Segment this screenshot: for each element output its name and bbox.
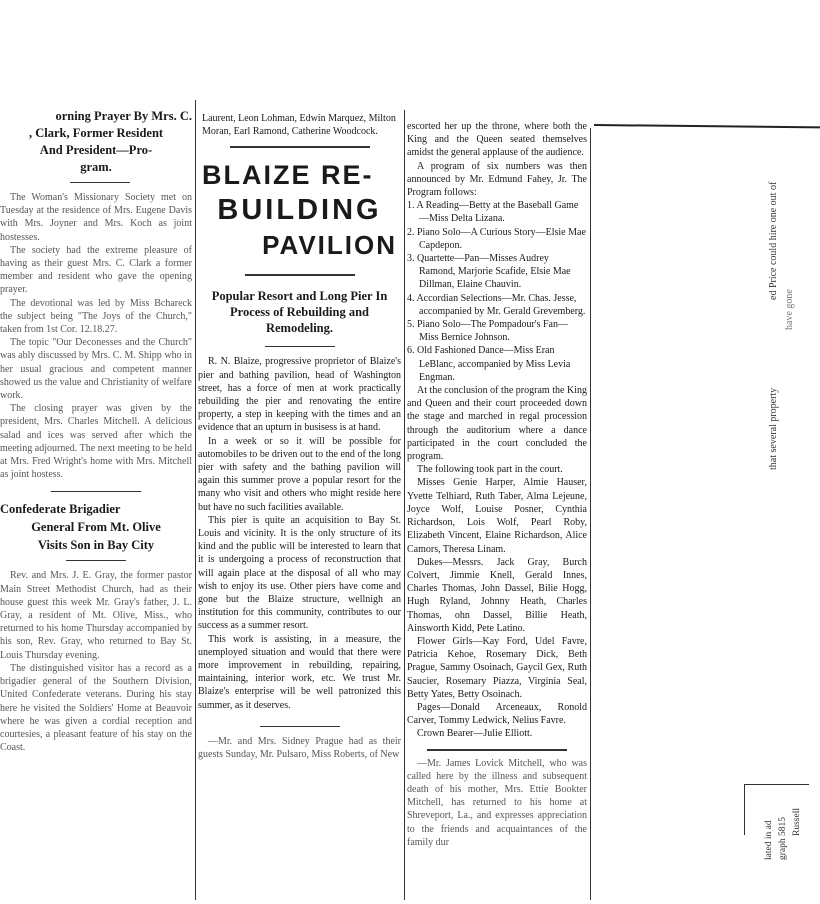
article-paragraph: This work is assisting, in a measure, the unemployed situation and would that there were more improvement in rebuilding, repairing, maintaining, interior work, etc. We trust Mr. Blaize's enterprise will be well patronized this summer, as it deserves. (198, 633, 401, 711)
headline-line: Visits Son in Bay City (37, 538, 155, 553)
divider (51, 491, 141, 492)
article-paragraph: The following took part in the court. (417, 464, 563, 476)
headline-line: BLAIZE RE- (202, 160, 374, 191)
article-paragraph: The devotional was led by Miss Bchareck the subject being "The Joys of the Church," taken from 1st Cor. 12.18.27. (0, 297, 192, 336)
article-paragraph: The closing prayer was given by the president, Mrs. Charles Mitchell. A delicious salad and ices was served after which the meeting adjourned. The next meeting to be held at Mrs. Fred Wright's home with Mrs. Mitchell as joint hostess. (0, 403, 192, 481)
divider (245, 274, 355, 276)
vertical-margin-text: have gone (784, 289, 795, 330)
article-paragraph: A program of six numbers was then announced by Mr. Edmund Fahey, Jr. The Program follows: (407, 160, 587, 199)
article-paragraph: R. N. Blaize, progressive proprietor of Blaize's pier and bathing pavilion, head of Washington street, has a force of men at work practically rebuilding the pier and renovating the entire property, a step in keeping with the times and an evidence that an upturn in busisess is at hand. (198, 356, 401, 434)
divider (265, 346, 335, 347)
column-divider (590, 128, 591, 900)
column-right (407, 120, 587, 849)
article-paragraph: This pier is quite an acquisition to Bay St. Louis and vicinity. It is the only structure of its kind and the public will be interested to learn that it is undergoing a process of reconstruction that will again place at the disposal of all who may wish to enjoy its use. Other piers have come and gone but the Blaize structure, wellnigh an institution for this community, contributes to our success as a summer resort. (198, 514, 401, 632)
article-paragraph: In a week or so it will be possible for automobiles to be driven out to the end of the long pier with safety and the bathing pavilion will again this summer prove a popular resort for the many who visit and others who might reside here but have no such facilities available. (198, 435, 401, 513)
article-paragraph: escorted her up the throne, where both the King and the Queen seated themselves amidst the general applause of the audience. (407, 121, 587, 159)
stamp-text: Russell (792, 808, 802, 836)
article-paragraph: Rev. and Mrs. J. E. Gray, the former pastor Main Street Methodist Church, had as their house guest this week Mr. Gray's father, J. L. Gray, a resident of Mt. Olive, Miss., who returned to his home Thursday accompanied by his son, Rev. Gray, who returned to Bay St. Louis Thursday evening. (0, 570, 192, 661)
headline-line: , Clark, Former Resident (28, 126, 164, 140)
headline-line: gram. (80, 160, 112, 174)
article-paragraph: The distinguished visitor has a record as a brigadier general of the Southern Division, United Confederate veterans. During his stay here he visited the Soldiers' Home at Beauvoir where he was given a cordial reception and courtesies, a pleasant feature of his stay on the Coast. (0, 662, 192, 754)
list-item: 2. Piano Solo—A Curious Story—Elsie Mae Capdepon. (407, 226, 586, 251)
article-paragraph: Misses Genie Harper, Almie Hauser, Yvette Telhiard, Ruth Taber, Alma Lejeune, Joyce Wolf, Louise Posner, Cynthia Richardson, Lois Wolf, Pearl Roby, Elizabeth Vincent, Elaine Richardson, Alice Camors, Theresa Linam. (407, 477, 587, 555)
headline-line: Confederate Brigadier (0, 502, 121, 517)
divider (427, 749, 567, 751)
stamp-text: graph 5815 (778, 816, 788, 860)
subheadline: Popular Resort and Long Pier In Process of Rebuilding and Remodeling. (211, 289, 388, 336)
article-paragraph: The topic "Our Deconesses and the Church" was ably discussed by Mrs. C. M. Shipp who in her usual gracious and competent manner showed us the value and Christianity of welfare work. (0, 337, 192, 402)
headline-blaize (198, 158, 401, 262)
column-center (198, 112, 401, 761)
names-continued: Laurent, Leon Lohman, Edwin Marquez, Milton Moran, Earl Ramond, Catherine Woodcock. (202, 113, 396, 138)
divider (230, 146, 370, 148)
stamp-text: lated in ad (764, 820, 774, 860)
vertical-margin-text: ed Price could hire one out of (768, 181, 779, 300)
list-item: 6. Old Fashioned Dance—Miss Eran LeBlanc, accompanied by Miss Levia Engman. (407, 345, 571, 383)
article-paragraph: The society had the extreme pleasure of having as their guest Mrs. C. Clark a former member and resident who gave the opening prayer. (0, 244, 192, 296)
divider (70, 182, 130, 183)
headline-line: BUILDING (217, 194, 382, 227)
article-paragraph: Dukes—Messrs. Jack Gray, Burch Colvert, Jimmie Knell, Gerald Innes, Charles Thomas, John Dassel, Bilie Hogg, Hugh Ryland, Johnny Heath, Charles Thomas, ohn Dassel, Billie Heath, Ainsworth Kidd, Pete Latino. (407, 556, 587, 634)
clipping-margin (594, 0, 820, 904)
article-paragraph: Crown Bearer—Julie Elliott. (417, 728, 533, 740)
article-paragraph: Pages—Donald Arceneaux, Ronold Carver, Tommy Ledwick, Nelius Favre. (407, 701, 587, 727)
divider (66, 560, 126, 561)
article-paragraph: Flower Girls—Kay Ford, Udel Favre, Patricia Kehoe, Rosemary Dick, Beth Prague, Sammy Osoinach, Gaycil Gex, Ruth Saucier, Rosemary Piazza, Virginia Seal, Betty Yates, Betty Osoinach. (407, 635, 587, 700)
divider (260, 726, 340, 727)
column-left (0, 108, 192, 754)
column-divider (404, 110, 405, 900)
article-paragraph: —Mr. James Lovick Mitchell, who was called here by the illness and subsequent death of his mother, Mrs. Ettie Bookter Mitchell, has returned to his home at Shreveport, La., and expresses appreciation to the friends and acquaintances of the family dur (407, 757, 587, 848)
vertical-margin-text: that several property (768, 387, 779, 470)
program-list (407, 199, 587, 384)
list-item: 4. Accordian Selections—Mr. Chas. Jesse, accompanied by Mr. Gerald Grevemberg. (407, 292, 586, 317)
headline-line: PAVILION (262, 230, 397, 261)
column-divider (195, 100, 196, 900)
article-paragraph: At the conclusion of the program the King and Queen and their court proceeded down the stage and marched in regal procession through the auditorium where a dance participated in the court concluded the program. (407, 385, 587, 463)
torn-top-edge (594, 124, 820, 128)
headline-line: And President—Pro- (39, 143, 153, 157)
headline-confederate (0, 500, 192, 554)
article-paragraph: —Mr. and Mrs. Sidney Prague had as their guests Sunday, Mr. Pulsaro, Miss Roberts, of New (198, 735, 401, 761)
headline-line: General From Mt. Olive (31, 520, 161, 535)
list-item: 3. Quartette—Pan—Misses Audrey Ramond, Marjorie Scafide, Elsie Mae Dillman, Elaine Chauvin. (407, 253, 571, 291)
headline-line: orning Prayer By Mrs. C. (55, 109, 192, 123)
list-item: 5. Piano Solo—The Pompadour's Fan—Miss Bernice Johnson. (407, 319, 568, 344)
article-paragraph: The Woman's Missionary Society met on Tuesday at the residence of Mrs. Eugene Davis with Mrs. Joyner and Mrs. Koch as joint hostesses. (0, 192, 192, 243)
list-item: 1. A Reading—Betty at the Baseball Game—Miss Delta Lizana. (407, 200, 579, 225)
headline-prayer (0, 108, 192, 176)
